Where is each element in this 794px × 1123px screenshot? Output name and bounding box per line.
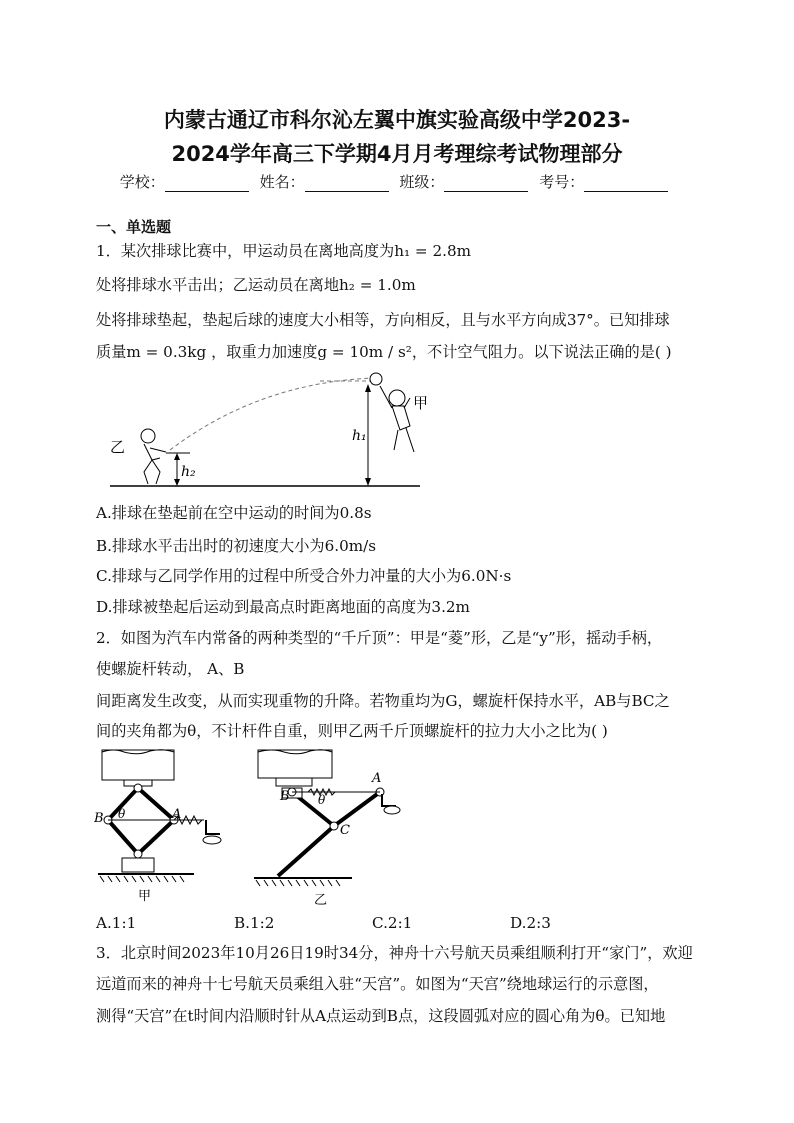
q1-option-d[interactable]: D.排球被垫起后运动到最高点时距离地面的高度为3.2m bbox=[96, 598, 470, 616]
q2-text-2: 使螺旋杆转动， A、B bbox=[96, 660, 245, 678]
label-yi: 乙 bbox=[314, 893, 328, 908]
q2-text-4: 间的夹角都为θ，不计杆件自重，则甲乙两千斤顶螺旋杆的拉力大小之比为( ) bbox=[96, 722, 608, 740]
q2-text-3: 间距离发生改变，从而实现重物的升降。若物重均为G，螺旋杆保持水平，AB与BC之 bbox=[96, 692, 670, 710]
h2-label: h₂ bbox=[181, 464, 196, 480]
volleyball bbox=[370, 373, 382, 385]
q2-option-d[interactable]: D.2:3 bbox=[510, 914, 551, 932]
label-a: A bbox=[372, 771, 382, 786]
label-c: C bbox=[340, 823, 350, 838]
class-blank[interactable] bbox=[444, 177, 528, 192]
label-jia: 甲 bbox=[138, 889, 152, 904]
trajectory-dashed bbox=[170, 378, 375, 450]
q2-option-b[interactable]: B.1:2 bbox=[234, 914, 275, 932]
q3-text-2: 远道而来的神舟十七号航天员乘组入驻“天宫”。如图为“天宫”绕地球运行的示意图， bbox=[96, 975, 659, 993]
q2-text-1: 2．如图为汽车内常备的两种类型的“千斤顶”：甲是“菱”形，乙是“y”形，摇动手柄， bbox=[96, 629, 663, 647]
q1-text-1: 1．某次排球比赛中，甲运动员在离地高度为h₁ = 2.8m bbox=[96, 242, 472, 260]
exam-no-blank[interactable] bbox=[584, 177, 668, 192]
label-b: B bbox=[94, 811, 104, 826]
student-info bbox=[0, 171, 794, 192]
q3-text-1: 3．北京时间2023年10月26日19时34分，神舟十六号航天员乘组顺利打开“家门”，欢迎 bbox=[96, 944, 693, 962]
q1-text-3: 处将排球垫起，垫起后球的速度大小相等，方向相反，且与水平方向成37°。已知排球 bbox=[96, 311, 670, 329]
q2-jack-figure-jia bbox=[94, 748, 244, 908]
q1-option-a[interactable]: A.排球在垫起前在空中运动的时间为0.8s bbox=[96, 504, 372, 522]
player-jia-icon bbox=[380, 386, 414, 452]
q1-text-4: 质量m = 0.3kg ，取重力加速度g = 10m / s²，不计空气阻力。以下说法正确的是( ) bbox=[96, 343, 672, 361]
label-theta: θ bbox=[318, 793, 326, 807]
load-block bbox=[102, 750, 174, 780]
class-label: 班级： bbox=[399, 173, 445, 191]
label-theta: θ bbox=[118, 807, 126, 821]
label-b: B bbox=[280, 789, 290, 804]
label-jia: 甲 bbox=[413, 394, 429, 412]
doc-title-line2: 2024学年高三下学期4月月考理综考试物理部分 bbox=[171, 142, 623, 166]
name-blank[interactable] bbox=[305, 177, 389, 192]
handle bbox=[206, 820, 220, 834]
handle bbox=[382, 794, 396, 806]
doc-title-line1: 内蒙古通辽市科尔沁左翼中旗实验高级中学2023- bbox=[163, 108, 631, 132]
label-yi: 乙 bbox=[110, 438, 126, 456]
school-blank[interactable] bbox=[165, 177, 249, 192]
player-yi-icon bbox=[141, 429, 166, 484]
section-heading: 一、单选题 bbox=[96, 218, 172, 236]
label-a: A bbox=[172, 807, 182, 822]
name-label: 姓名： bbox=[259, 173, 305, 191]
q1-volleyball-figure bbox=[100, 368, 430, 493]
q1-text-2: 处将排球水平击出；乙运动员在离地h₂ = 1.0m bbox=[96, 276, 416, 294]
h1-label: h₁ bbox=[352, 428, 367, 444]
school-label: 学校： bbox=[119, 173, 165, 191]
q1-option-b[interactable]: B.排球水平击出时的初速度大小为6.0m/s bbox=[96, 537, 377, 555]
exam-no-label: 考号： bbox=[539, 173, 585, 191]
q2-jack-figure-yi bbox=[252, 748, 412, 908]
q1-option-c[interactable]: C.排球与乙同学作用的过程中所受合外力冲量的大小为6.0N·s bbox=[96, 567, 512, 585]
q2-option-c[interactable]: C.2:1 bbox=[372, 914, 413, 932]
q2-option-a[interactable]: A.1:1 bbox=[96, 914, 137, 932]
q3-text-3: 测得“天宫”在t时间内沿顺时针从A点运动到B点，这段圆弧对应的圆心角为θ。已知地 bbox=[96, 1007, 666, 1025]
